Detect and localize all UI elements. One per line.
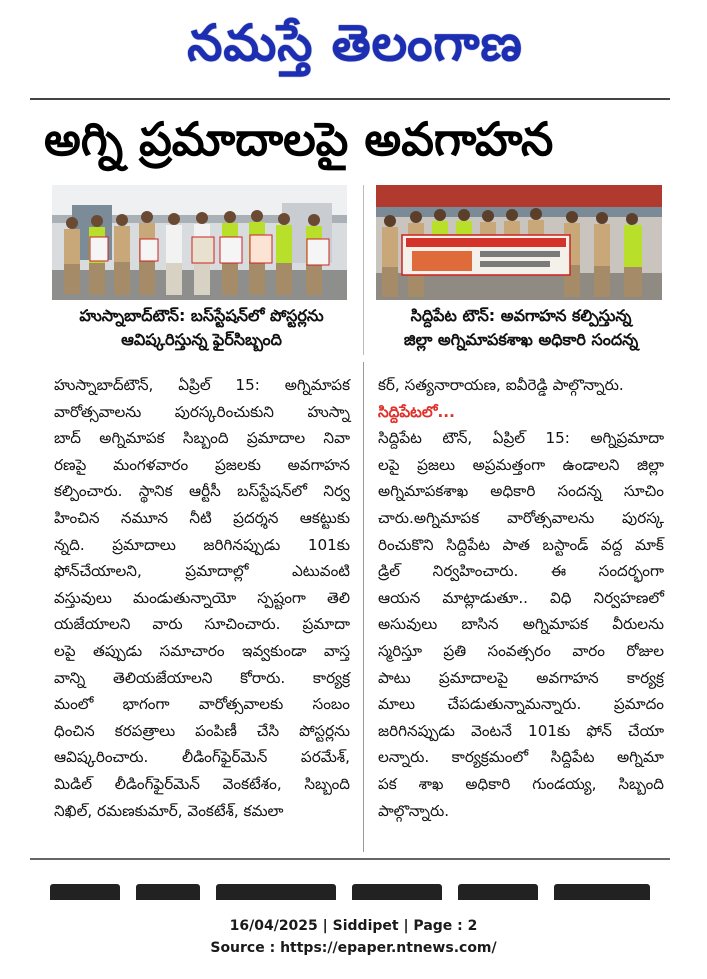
- top-rule: [30, 98, 670, 100]
- article-line: వస్తువులు మండుతున్నాయో స్పష్టంగా తెలి: [54, 588, 350, 607]
- newspaper-masthead: నమస్తే తెలంగాణ: [187, 14, 523, 72]
- caption-line: జిల్లా అగ్నిమాపకశాఖ అధికారి సందన్న: [403, 330, 639, 349]
- cutoff-glyph: [50, 884, 120, 900]
- photo-husnabad-illustration: [52, 185, 347, 300]
- article-line: స్మరిస్తూ ప్రతి సంవత్సరం వారం రోజుల: [378, 641, 664, 660]
- photo-husnabad-firemen: [52, 185, 347, 300]
- article-line: అసువులు బాసిన అగ్నిమాపక వీరులను: [378, 615, 664, 634]
- bottom-rule: [30, 858, 670, 860]
- article-line: మాలు చేపడుతున్నామన్నారు. ప్రమాదం: [378, 695, 664, 714]
- article-line: వారోత్సవాలను పురస్కరించుకుని హుస్నా: [54, 402, 350, 421]
- article-line: జరిగినప్పుడు వెంటనే 101కు ఫోన్‌ చేయా: [378, 721, 664, 740]
- footer-date-edition: 16/04/2025 | Siddipet | Page : 2: [229, 918, 478, 934]
- article-line: మిడిల్‌ లీడింగ్‌ఫైర్‌మెన్‌ వెంకటేశం, సిబ్బంది: [54, 774, 350, 793]
- article-line: రణపై మంగళవారం ప్రజలకు అవగాహన: [54, 455, 350, 474]
- article-line: ఆయన మాట్లాడుతూ.. విధి నిర్వహణలో: [378, 588, 664, 607]
- article-column-left: [54, 372, 350, 824]
- caption-line: సిద్దిపేట టౌన్‌: అవగాహన కల్పిస్తున్న: [410, 306, 632, 325]
- photo-caption-right: [378, 304, 664, 352]
- article-line: నిఖిల్‌, రమణకుమార్‌, వెంకటేశ్‌, కమలా: [54, 801, 284, 820]
- footer-source: Source : https://epaper.ntnews.com/: [210, 940, 497, 956]
- article-line: బాద్‌ అగ్నిమాపక సిబ్బంది ప్రమాదాల నివా: [54, 429, 350, 448]
- article-line: లపై తప్పుడు సమాచారం ఇవ్వకుండా వాస్త: [54, 641, 350, 660]
- article-line: రించుకొని సిద్దిపేట పాత బస్టాండ్‌ వద్ద మాక్‌: [378, 535, 664, 554]
- article-line: హుస్నాబాద్‌టౌన్‌, ఏప్రిల్‌ 15: అగ్నిమాపక: [54, 376, 350, 394]
- article-line: చారు.అగ్నిమాపక వారోత్సవాలను పురస్క: [378, 508, 664, 527]
- article-line: హించిన నమూన నీటి ప్రదర్శన ఆకట్టుకు: [54, 508, 350, 527]
- article-line: మంలో భాగంగా వారోత్సవాలకు సంబం: [54, 695, 350, 714]
- next-headline-cutoff: [44, 870, 654, 900]
- photo-siddipet-illustration: [376, 185, 662, 300]
- article-line: పక శాఖ అధికారి గుండయ్య, సిబ్బంది: [378, 774, 664, 793]
- article-line: అగ్నిమాపకశాఖ అధికారి సందన్న సూచిం: [378, 482, 664, 501]
- article-subhead: సిద్దిపేటలో...: [378, 402, 455, 421]
- article-line: న్నది. ప్రమాదాలు జరిగినప్పుడు 101కు: [54, 535, 350, 554]
- article-column-right: [378, 372, 664, 824]
- cutoff-glyph: [458, 884, 538, 900]
- article-line: లపై ప్రజలు అప్రమత్తంగా ఉండాలని జిల్లా: [378, 455, 664, 474]
- cutoff-glyph: [216, 884, 336, 900]
- article-line: యజేయాలని వారు సూచించారు. ప్రమాదా: [54, 615, 350, 634]
- article-line: కల్పించారు. స్థానిక ఆర్టీసీ బస్‌స్టేషన్‌లో నిర్వ: [54, 482, 350, 501]
- article-line: సిద్దిపేట టౌన్‌, ఏప్రిల్‌ 15: అగ్నిప్రమాదా: [378, 429, 664, 448]
- article-headline: అగ్ని ప్రమాదాలపై అవగాహన: [44, 112, 554, 166]
- cutoff-glyph: [352, 884, 442, 900]
- photo-siddipet-firemen: [376, 185, 662, 300]
- article-line: కర్‌, సత్యనారాయణ, ఐవీరెడ్డి పాల్గొన్నారు.: [378, 376, 624, 394]
- article-line: పాటు ప్రమాదాలపై అవగాహన కార్యక్ర: [378, 668, 664, 687]
- article-line: ధించిన కరపత్రాలు పంపిణీ చేసి పోస్టర్లను: [54, 721, 350, 740]
- article-line: పాల్గొన్నారు.: [378, 801, 450, 820]
- caption-line: ఆవిష్కరిస్తున్న ఫైర్‌సిబ్బంది: [121, 330, 282, 349]
- article-line: వాన్ని తెలియజేయాలని కోరారు. కార్యక్ర: [54, 668, 350, 687]
- caption-line: హుస్నాబాద్‌టౌన్‌: బస్‌స్టేషన్‌లో పోస్టర్లను: [79, 306, 324, 325]
- photo-divider: [363, 185, 364, 355]
- article-line: లన్నారు. కార్యక్రమంలో సిద్దిపేట అగ్నిమా: [378, 748, 664, 767]
- article-line: ఫోన్‌చేయాలని, ప్రమాదాల్లో ఎటువంటి: [54, 562, 350, 581]
- article-line: ఆవిష్కరించారు. లీడింగ్‌ఫైర్‌మెన్‌ పరమేశ్‌,: [54, 748, 350, 767]
- article-line: డ్రిల్‌ నిర్వహించారు. ఈ సందర్భంగా: [378, 562, 664, 581]
- cutoff-glyph: [554, 884, 650, 900]
- photo-caption-left: [54, 304, 349, 352]
- cutoff-glyph: [136, 884, 200, 900]
- column-divider: [363, 362, 364, 852]
